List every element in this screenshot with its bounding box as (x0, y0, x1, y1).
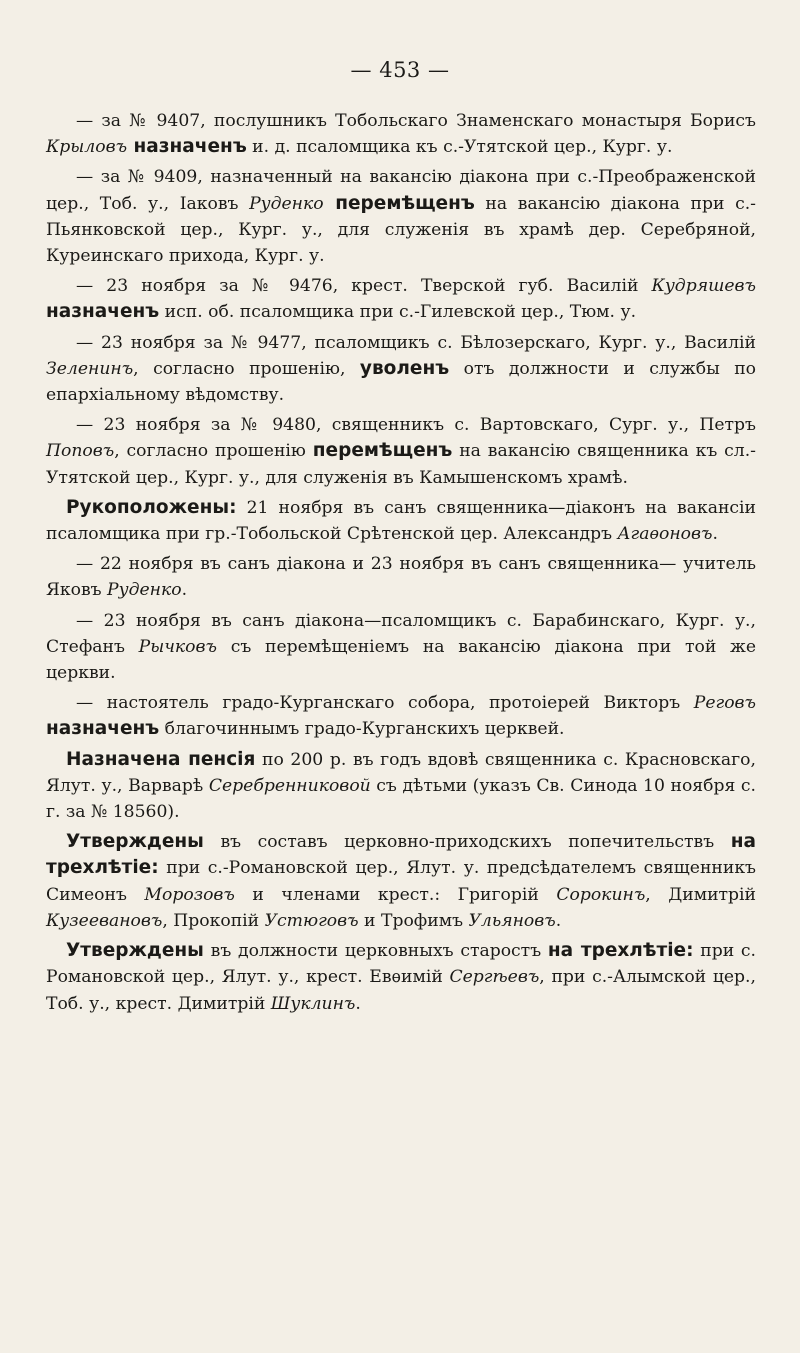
paragraph (46, 412, 756, 491)
bold-heading-text: уволенъ (359, 357, 450, 379)
surname-italic: Шуклинъ (270, 993, 356, 1014)
surname-italic: Устюговъ (264, 910, 359, 931)
paragraph (46, 608, 756, 687)
paragraph-text: и Трофимъ (358, 910, 469, 931)
surname-italic: Руденко (107, 580, 182, 601)
paragraph-text: 21 ноября въ санъ священника—діаконъ на вакансіи псаломщика при гр.-Тобольской Срѣтенской цер. Александръ (46, 497, 756, 545)
paragraph-text: — за № 9409, назначенный на вакансію діакона при с.-Преображенской цер., Тоб. у., Іаковъ (46, 167, 756, 214)
paragraph-text: , согласно прошенію, (133, 358, 360, 379)
paragraph-text: съ перемѣщеніемъ на вакансію діакона при той же церкви. (46, 636, 756, 684)
surname-italic: Агаѳоновъ (617, 524, 713, 545)
paragraph (46, 273, 756, 325)
surname-italic: Сергѣевъ (449, 967, 540, 988)
bold-heading-text: Назначена пенсія (66, 748, 256, 770)
bold-heading-text: перемѣщенъ (312, 440, 453, 462)
paragraph-text: — 22 ноября въ санъ діакона и 23 ноября въ санъ священника— учитель Яковъ (46, 554, 756, 601)
paragraph-text: на вакансію діакона при с.-Пьянковской цер., Кург. у., для служенія въ храмѣ дер. Серебряной, Куреинскаго прихода, Кург. у. (46, 193, 756, 267)
paragraph-text: — настоятель градо-Курганскаго собора, протоіерей Викторъ (76, 693, 694, 714)
paragraph (46, 690, 756, 742)
paragraph-text: , согласно прошенію (114, 441, 313, 462)
paragraph-text: по 200 р. въ годъ вдовѣ священника с. Красновскаго, Ялут. у., Варварѣ (46, 749, 756, 796)
paragraph (46, 551, 756, 603)
paragraph-text: . (555, 910, 562, 931)
surname-italic: Реговъ (693, 693, 756, 714)
surname-italic: Поповъ (46, 441, 115, 462)
paragraph (46, 747, 756, 826)
bold-heading-text: Утверждены (66, 940, 204, 962)
paragraph-text: благочиннымъ градо-Курганскихъ церквей. (159, 719, 565, 740)
paragraph-text: , Прокопій (162, 910, 265, 931)
bold-heading-text: на трехлѣтіе: (46, 831, 756, 879)
paragraph (46, 829, 756, 934)
paragraph (46, 495, 756, 547)
bold-heading-text: назначенъ (46, 718, 160, 740)
paragraph-text: — 23 ноября за № 9476, крест. Тверской губ. Василій (76, 276, 652, 297)
paragraph-text: , при с.-Алымской цер., Тоб. у., крест. Димитрій (46, 967, 756, 1014)
surname-italic: Кудряшевъ (651, 276, 756, 297)
bold-heading-text: Рукоположены: (66, 496, 237, 518)
paragraph (46, 938, 756, 1017)
bold-heading-text: перемѣщенъ (323, 192, 475, 214)
paragraph-text: при с. Романовской цер., Ялут. у., крест. Евѳимій (46, 941, 756, 988)
surname-italic: Кузеевановъ (46, 910, 163, 931)
paragraph-text: — 23 ноября въ санъ діакона—псаломщикъ с. Барабинскаго, Кург. у., Стефанъ (46, 610, 756, 657)
paragraph-text: . (181, 580, 188, 601)
paragraph-text: . (712, 524, 718, 545)
paragraph-text: съ дѣтьми (указъ Св. Синода 10 ноября с. г. за № 18560). (46, 775, 756, 823)
paragraph (46, 164, 756, 269)
paragraph-text: отъ должности и службы по епархіальному вѣдомству. (46, 358, 756, 406)
surname-italic: Руденко (249, 193, 324, 214)
bold-heading-text: на трехлѣтіе: (547, 940, 694, 962)
document-body (46, 108, 756, 1021)
paragraph-text: въ должности церковныхъ старостъ (203, 941, 548, 962)
paragraph (46, 108, 756, 160)
surname-italic: Серебренниковой (208, 775, 371, 796)
bold-heading-text: назначенъ (46, 301, 160, 323)
paragraph-text: , Димитрій (645, 884, 756, 905)
surname-italic: Зеленинъ (46, 358, 134, 379)
surname-italic: Крыловъ (46, 137, 128, 158)
paragraph-text: и членами крест.: Григорій (234, 884, 557, 905)
paragraph (46, 330, 756, 409)
surname-italic: Морозовъ (144, 884, 235, 905)
paragraph-text: при с.-Романовской цер., Ялут. у. предсѣдателемъ священникъ Симеонъ (46, 858, 756, 905)
paragraph-text: — 23 ноября за № 9477, псаломщикъ с. Бѣлозерскаго, Кург. у., Василій (76, 332, 756, 353)
paragraph-text: — 23 ноября за № 9480, священникъ с. Вартовскаго, Сург. у., Петръ (76, 415, 756, 436)
bold-heading-text: назначенъ (127, 136, 247, 158)
page-number: — 453 — (350, 58, 450, 82)
paragraph-text: на вакансію священника къ сл.-Утятской цер., Кург. у., для служенія въ Камышенскомъ храмѣ. (46, 441, 756, 488)
paragraph-text: . (355, 993, 361, 1014)
paragraph-text: исп. об. псаломщика при с.-Гилевской цер., Тюм. у. (159, 302, 637, 323)
surname-italic: Рычковъ (138, 636, 217, 657)
paragraph-text: — за № 9407, послушникъ Тобольскаго Знаменскаго монастыря Борисъ (76, 111, 756, 131)
paragraph-text: въ составъ церковно-приходскихъ попечительствъ (203, 832, 731, 853)
paragraph-text: и. д. псаломщика къ с.-Утятской цер., Кург. у. (246, 137, 673, 158)
surname-italic: Ульяновъ (468, 910, 556, 931)
bold-heading-text: Утверждены (66, 831, 204, 853)
surname-italic: Сорокинъ (556, 884, 646, 905)
